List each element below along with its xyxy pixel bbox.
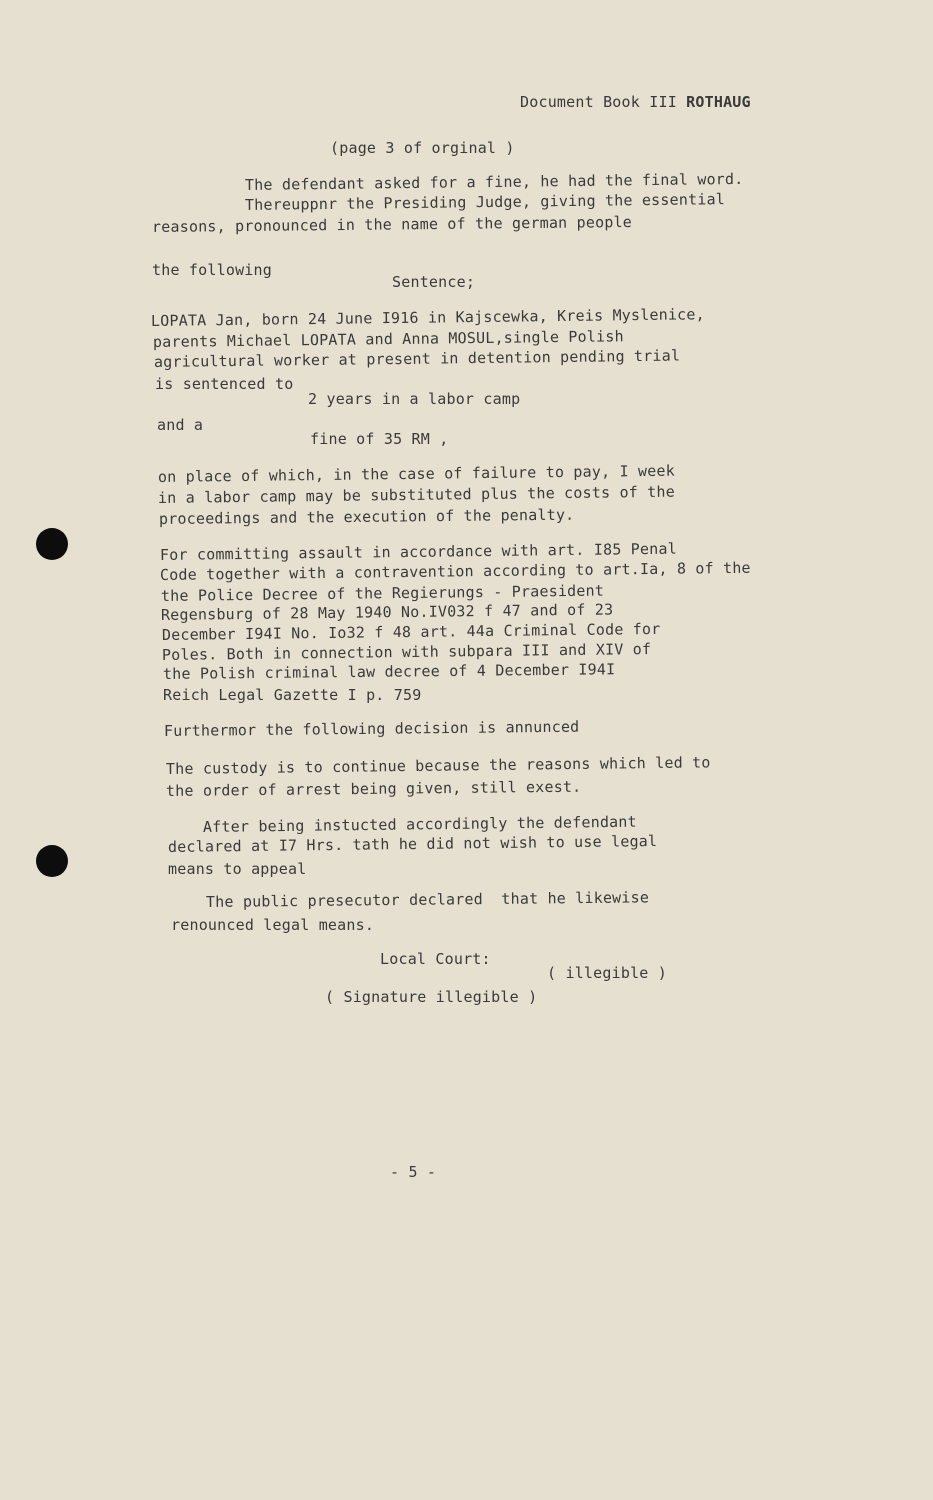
paragraph-line: The custody is to continue because the reasons which led to [165,753,711,778]
paragraph-line: the Polish criminal law decree of 4 December I94I [162,660,616,683]
paragraph-line: reasons, pronounced in the name of the german people [151,212,633,236]
paragraph-line: declared at I7 Hrs. tath he did not wish to use legal [167,832,658,856]
punch-hole-lower [36,845,68,877]
page-reference: (page 3 of orginal ) [330,139,515,157]
paragraph-line: proceedings and the execution of the penalty. [158,505,575,528]
penalty-fine: fine of 35 RM , [310,430,449,448]
document-book-name: ROTHAUG [686,93,751,111]
punch-hole-upper [36,528,68,560]
sentence-heading: Sentence; [392,273,476,291]
and-a-line: and a [157,416,204,434]
page-number: - 5 - [390,1163,437,1181]
paragraph-line: The public presecutor declared that he likewise [205,888,650,911]
paragraph-line: means to appeal [168,860,307,878]
paragraph-line: For committing assault in accordance with art. I85 Penal [159,539,678,564]
paragraph-line: December I94I No. Io32 f 48 art. 44a Criminal Code for [161,619,661,644]
document-book-header [520,93,751,111]
paragraph-line: Reich Legal Gazette I p. 759 [163,686,422,704]
paragraph-line: After being instucted accordingly the defendant [202,812,637,836]
paragraph-line: LOPATA Jan, born 24 June I916 in Kajscewka, Kreis Myslenice, [150,305,705,330]
signature-note: ( Signature illegible ) [325,988,538,1006]
paragraph-line: the order of arrest being given, still exest. [165,777,582,800]
the-following-line: the following [152,261,272,279]
paragraph-line: agricultural worker at present in detention pending trial [153,346,681,371]
paragraph-line: Code together with a contravention according to art.Ia, 8 of the [159,558,751,584]
illegible-note: ( illegible ) [547,964,667,982]
paragraph-line: in a labor camp may be substituted plus the costs of the [157,482,676,507]
penalty-camp: 2 years in a labor camp [308,390,521,408]
paragraph-line: Poles. Both in connection with subpara III and XIV of [161,640,652,664]
paragraph-line: the Police Decree of the Regierungs - Praesident [160,581,605,605]
court-label: Local Court: [380,950,491,968]
paragraph-line: Furthermor the following decision is annunced [163,717,580,740]
paragraph-line: renounced legal means. [171,916,375,934]
paragraph-line: The defendant asked for a fine, he had the final word. [244,169,744,194]
paragraph-line: is sentenced to [155,375,294,393]
paragraph-line: parents Michael LOPATA and Anna MOSUL,single Polish [152,327,624,351]
paragraph-line: on place of which, in the case of failure to pay, I week [157,461,676,486]
document-book-prefix: Document Book III [520,93,687,111]
paragraph-line: Regensburg of 28 May 1940 No.IV032 f 47 and of 23 [160,600,614,624]
paragraph-line: Thereuppnr the Presiding Judge, giving the essential [244,190,726,214]
